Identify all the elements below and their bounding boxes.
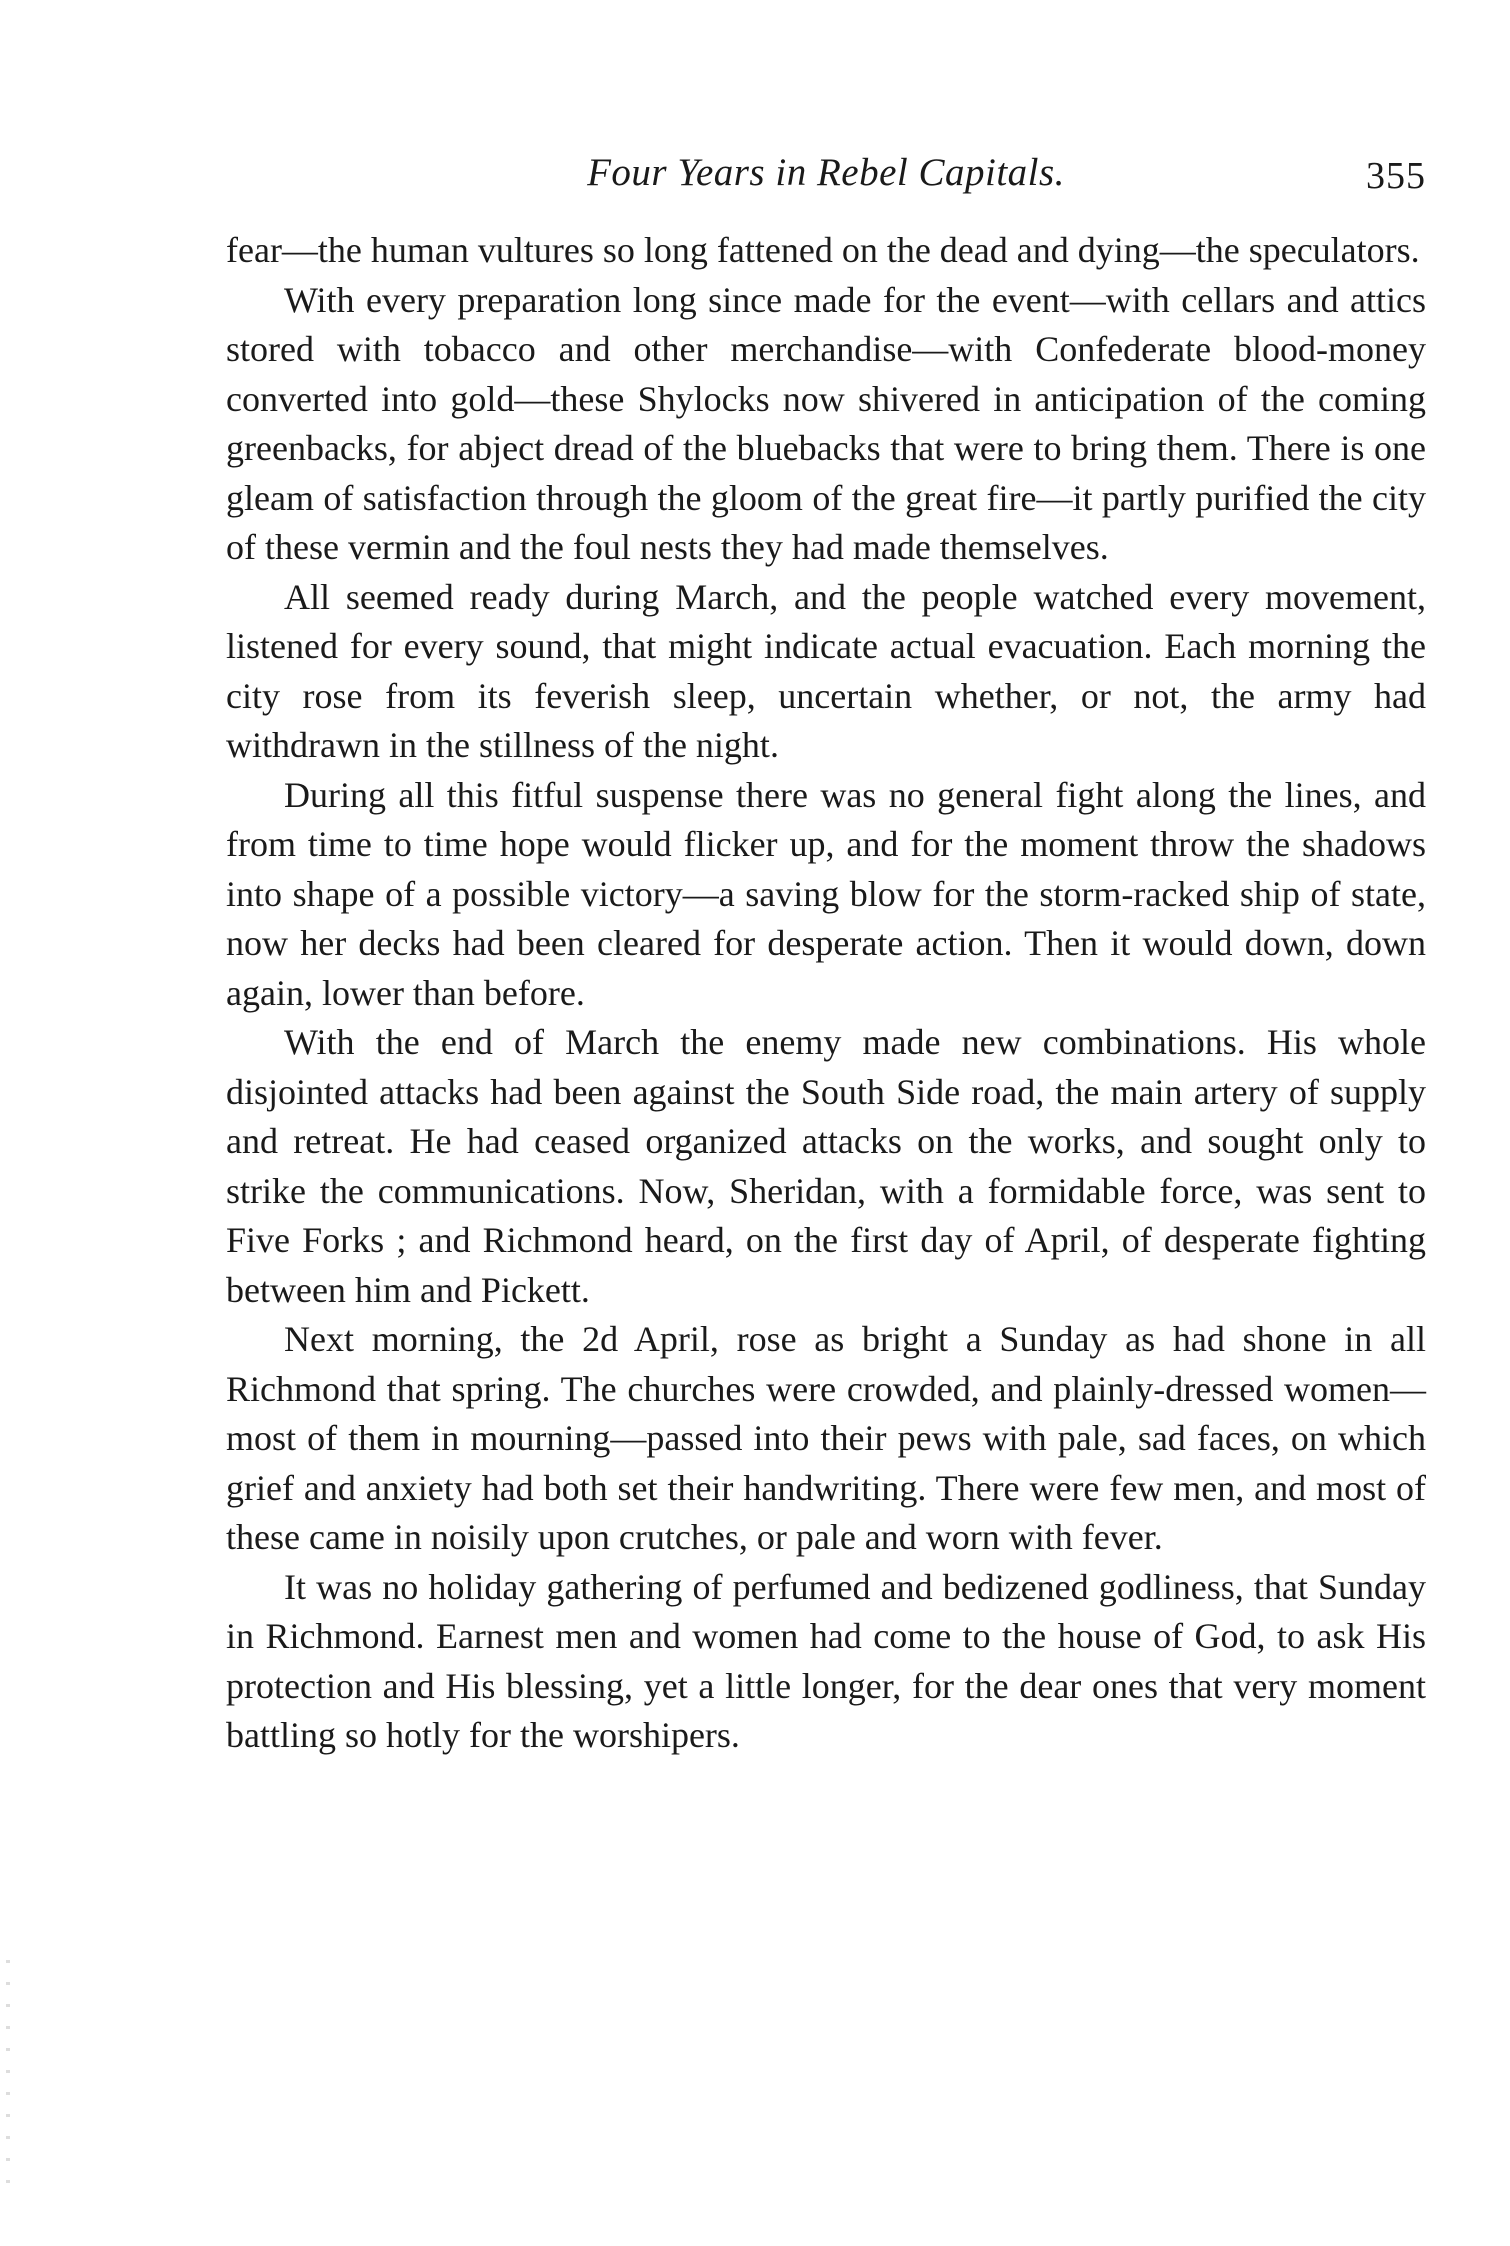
body-text	[226, 226, 1426, 1761]
paragraph: Next morning, the 2d April, rose as bright a Sunday as had shone in all Richmond that spring. The churches were crowded, and plainly-dressed women—most of them in mourning—passed into their pews with pale, sad faces, on which grief and anxiety had both set their handwriting. There were few men, and most of these came in noisily upon crutches, or pale and worn with fever.	[226, 1319, 1426, 1557]
running-head	[226, 150, 1426, 210]
page-number: 355	[1366, 155, 1426, 197]
paragraph: With the end of March the enemy made new combinations. His whole disjointed attacks had been against the South Side road, the main artery of supply and retreat. He had ceased organized attacks on the works, and sought only to strike the communications. Now, Sheridan, with a formidable force, was sent to Five Forks ; and Richmond heard, on the first day of April, of desperate fighting between him and Pickett.	[226, 1022, 1426, 1310]
scan-edge-specks	[6, 1960, 10, 2200]
paragraph: It was no holiday gathering of perfumed and bedizened godliness, that Sunday in Richmond. Earnest men and women had come to the house of God, to ask His protection and His blessing, yet a little longer, for the dear ones that very moment battling so hotly for the worshipers.	[226, 1566, 1426, 1755]
paragraph: With every preparation long since made for the event—with cellars and attics stored with tobacco and other merchandise—with Confederate blood-money converted into gold—these Shylocks now shivered in anticipation of the coming greenbacks, for abject dread of the bluebacks that were to bring them. There is one gleam of satisfaction through the gloom of the great fire—it partly purified the city of these vermin and the foul nests they had made themselves.	[226, 279, 1426, 567]
book-page	[226, 150, 1426, 1761]
paragraph: All seemed ready during March, and the people watched every movement, listened for every sound, that might indicate actual evacuation. Each morning the city rose from its feverish sleep, uncertain whether, or not, the army had withdrawn in the stillness of the night.	[226, 576, 1426, 765]
paragraph-continued: fear—the human vultures so long fattened on the dead and dying—the speculators.	[226, 230, 1420, 270]
paragraph: During all this fitful suspense there was no general fight along the lines, and from time to time hope would flicker up, and for the moment throw the shadows into shape of a possible victory—a saving blow for the storm-racked ship of state, now her decks had been cleared for desperate action. Then it would down, down again, lower than before.	[226, 774, 1426, 1013]
running-title: Four Years in Rebel Capitals.	[587, 151, 1065, 194]
